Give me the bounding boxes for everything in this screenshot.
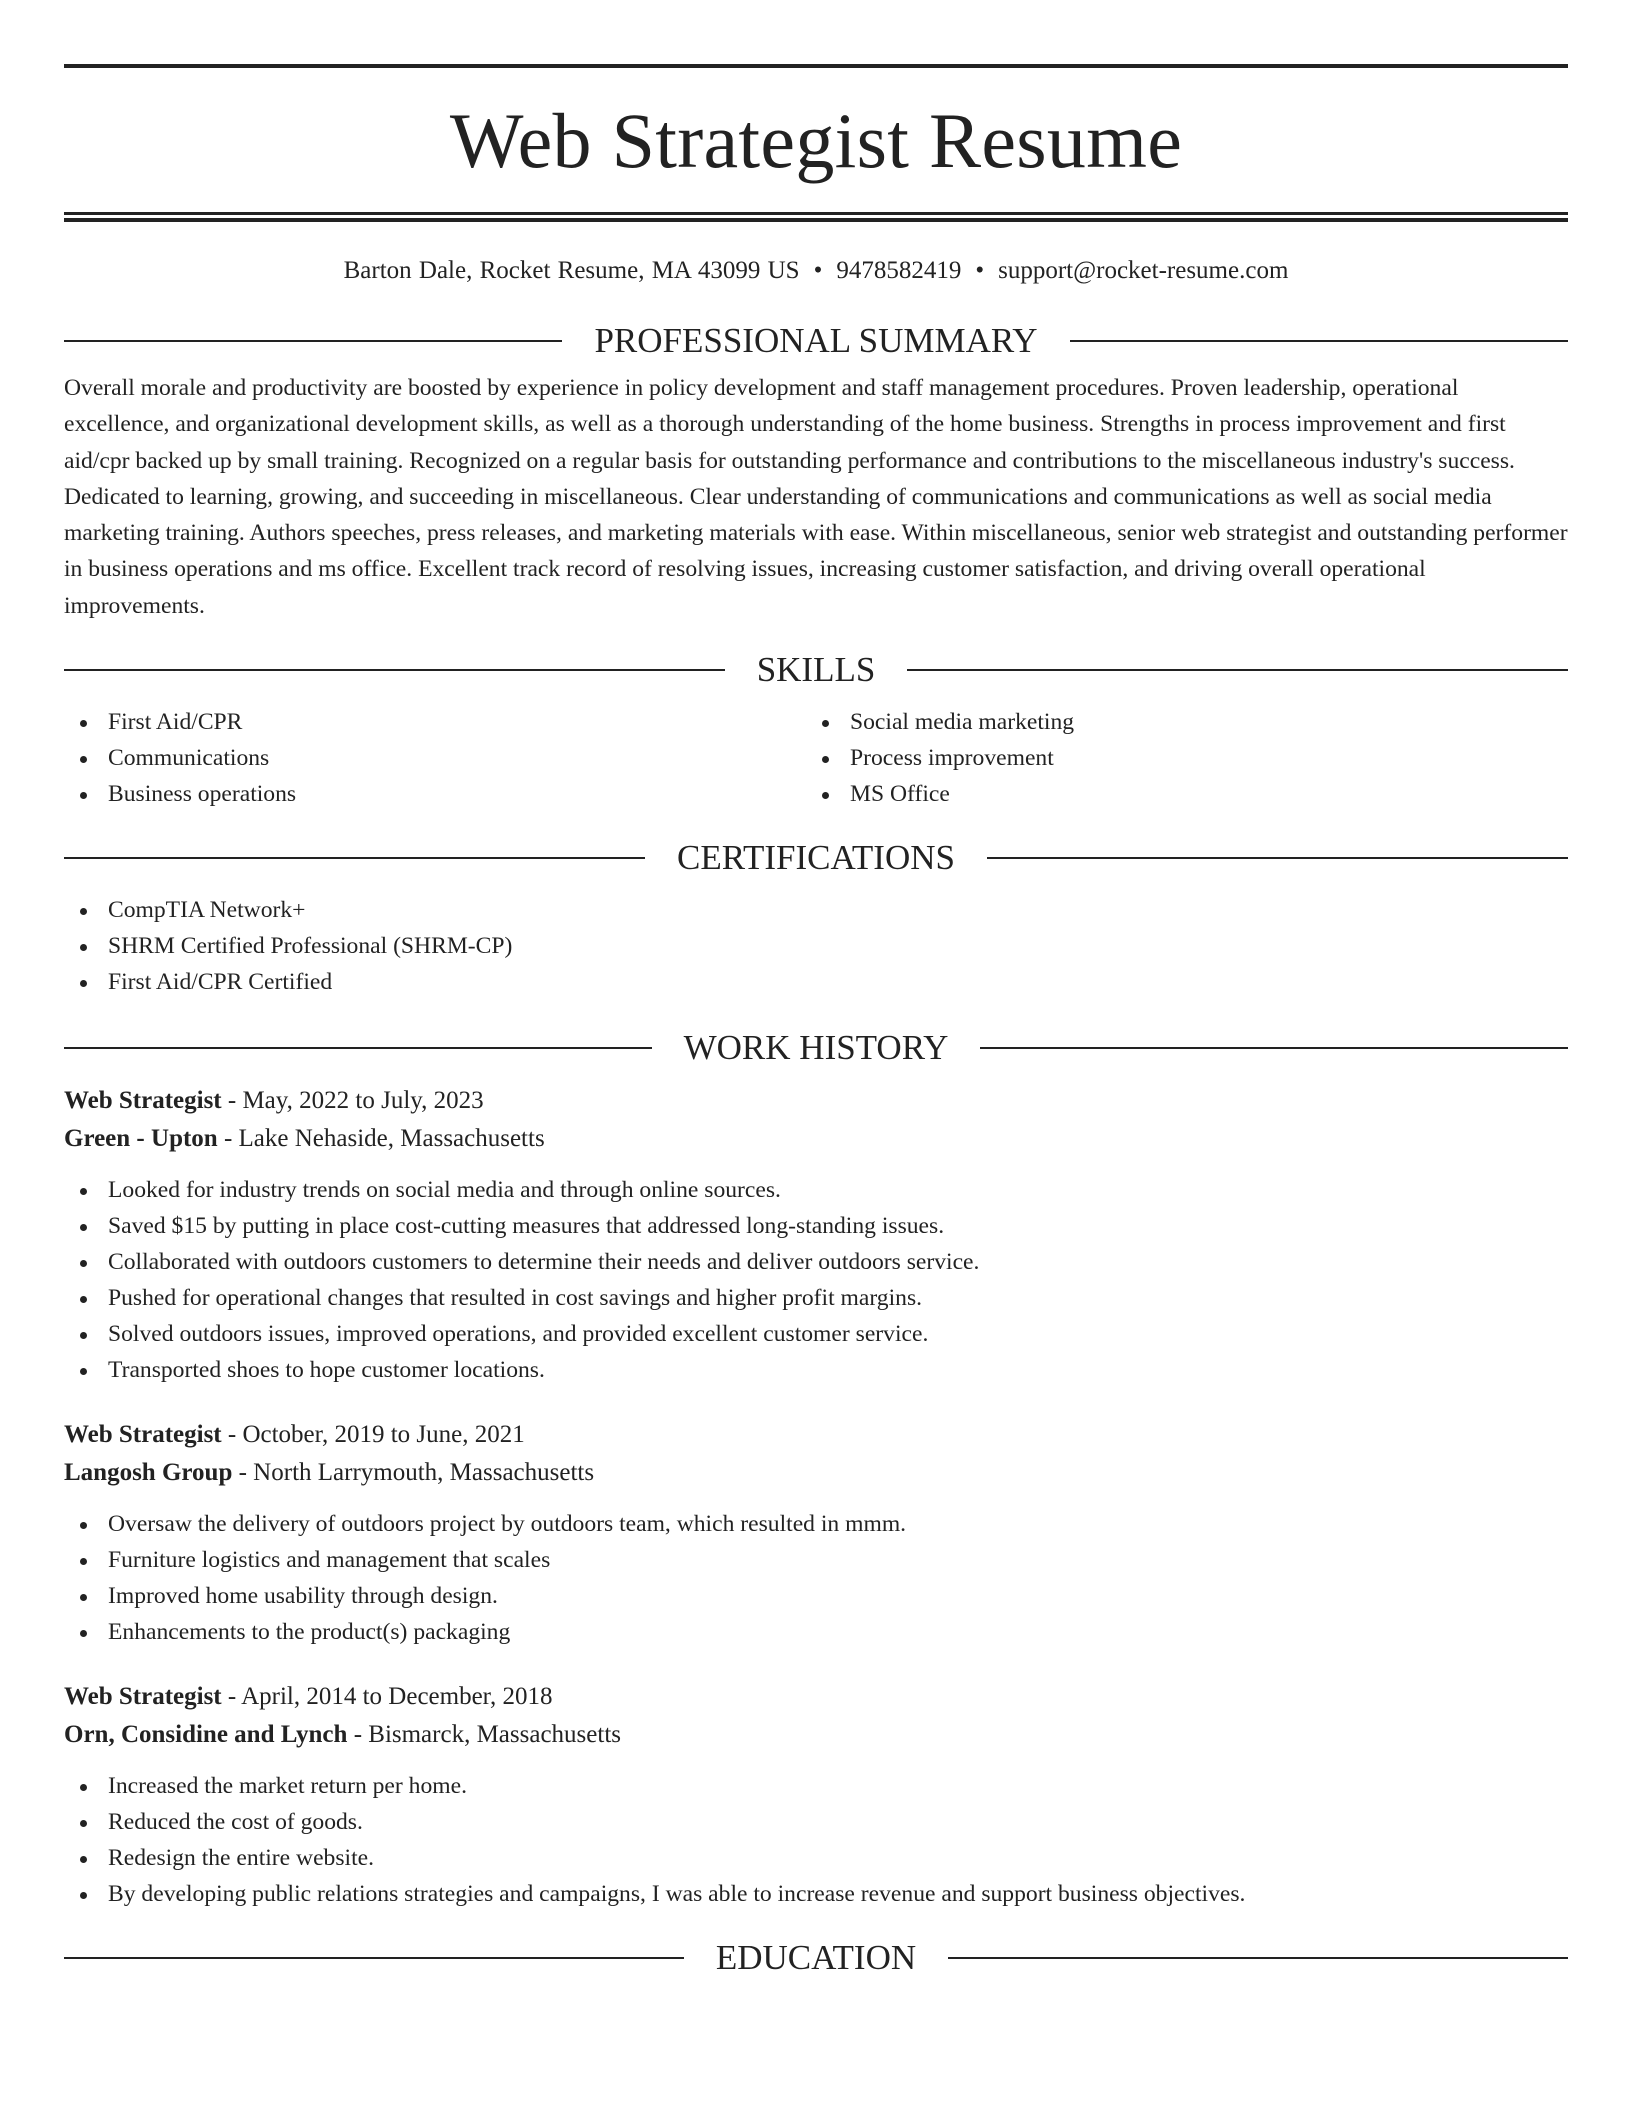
section-header-education bbox=[64, 1938, 1568, 1978]
divider-line bbox=[64, 669, 725, 671]
section-header-work-history bbox=[64, 1028, 1568, 1068]
job-dates: - October, 2019 to June, 2021 bbox=[221, 1421, 525, 1449]
job-duties-list bbox=[64, 1768, 1568, 1912]
job-company: Orn, Considine and Lynch bbox=[64, 1721, 348, 1749]
section-title: SKILLS bbox=[756, 650, 876, 690]
skills-list bbox=[64, 704, 1568, 812]
job-duty-item: Looked for industry trends on social media and through online sources. bbox=[64, 1172, 1568, 1208]
divider-line bbox=[980, 1047, 1568, 1049]
job-duty-item: Furniture logistics and management that scales bbox=[64, 1542, 1568, 1578]
job-company-line bbox=[64, 1454, 1568, 1492]
divider-line bbox=[64, 857, 645, 859]
job-duty-item: Oversaw the delivery of outdoors project by outdoors team, which resulted in mmm. bbox=[64, 1506, 1568, 1542]
contact-phone: 9478582419 bbox=[836, 257, 962, 284]
section-title: EDUCATION bbox=[715, 1938, 917, 1978]
job-entry bbox=[64, 1416, 1568, 1650]
job-title: Web Strategist bbox=[64, 1421, 222, 1449]
job-duties-list bbox=[64, 1506, 1568, 1650]
skill-item: Communications bbox=[64, 740, 806, 776]
contact-email: support@rocket-resume.com bbox=[998, 257, 1289, 284]
job-duty-item: Pushed for operational changes that resulted in cost savings and higher profit margins. bbox=[64, 1280, 1568, 1316]
top-rule bbox=[64, 64, 1568, 68]
job-duties-list bbox=[64, 1172, 1568, 1388]
divider-line bbox=[987, 857, 1568, 859]
job-duty-item: Collaborated with outdoors customers to determine their needs and deliver outdoors service. bbox=[64, 1244, 1568, 1280]
job-duty-item: Improved home usability through design. bbox=[64, 1578, 1568, 1614]
certification-item: SHRM Certified Professional (SHRM-CP) bbox=[64, 928, 1568, 964]
title-double-rule bbox=[64, 212, 1568, 222]
job-company: Langosh Group bbox=[64, 1459, 233, 1487]
job-title-line bbox=[64, 1416, 1568, 1454]
skill-item: MS Office bbox=[806, 776, 1074, 812]
job-company-line bbox=[64, 1120, 1568, 1158]
job-duty-item: Reduced the cost of goods. bbox=[64, 1804, 1568, 1840]
job-duty-item: Increased the market return per home. bbox=[64, 1768, 1568, 1804]
contact-address: Barton Dale, Rocket Resume, MA 43099 US bbox=[343, 257, 800, 284]
skill-item: First Aid/CPR bbox=[64, 704, 806, 740]
section-title: WORK HISTORY bbox=[683, 1028, 949, 1068]
divider-line bbox=[64, 340, 562, 342]
divider-line bbox=[64, 1047, 652, 1049]
job-duty-item: Saved $15 by putting in place cost-cutting measures that addressed long-standing issues. bbox=[64, 1208, 1568, 1244]
job-duty-item: Enhancements to the product(s) packaging bbox=[64, 1614, 1568, 1650]
job-title-line bbox=[64, 1082, 1568, 1120]
job-duty-item: By developing public relations strategies and campaigns, I was able to increase revenue and support business objectives. bbox=[64, 1876, 1568, 1912]
section-header-skills bbox=[64, 650, 1568, 690]
skills-column-left bbox=[64, 704, 806, 812]
job-company: Green - Upton bbox=[64, 1125, 218, 1153]
job-duty-item: Transported shoes to hope customer locations. bbox=[64, 1352, 1568, 1388]
job-dates: - May, 2022 to July, 2023 bbox=[221, 1087, 484, 1115]
page-title: Web Strategist Resume bbox=[449, 97, 1183, 184]
divider-line bbox=[1070, 340, 1568, 342]
certification-item: CompTIA Network+ bbox=[64, 892, 1568, 928]
skill-item: Business operations bbox=[64, 776, 806, 812]
skill-item: Social media marketing bbox=[806, 704, 1074, 740]
divider-line bbox=[64, 1957, 684, 1959]
certifications-list bbox=[64, 892, 1568, 1000]
section-header-summary bbox=[64, 321, 1568, 361]
contact-separator: • bbox=[975, 257, 985, 284]
job-title: Web Strategist bbox=[64, 1683, 222, 1711]
job-entry bbox=[64, 1678, 1568, 1912]
divider-line bbox=[948, 1957, 1568, 1959]
job-company-line bbox=[64, 1716, 1568, 1754]
contact-line bbox=[64, 254, 1568, 288]
job-title-line bbox=[64, 1678, 1568, 1716]
summary-text: Overall morale and productivity are boosted by experience in policy development and staff management procedures. Proven leadership, operational excellence, and organizational development skills, as well as a thorough understanding of the home business. Strengths in process improvement and first aid/cpr backed up by small training. Recognized on a regular basis for outstanding performance and contributions to the miscellaneous industry's success. Dedicated to learning, growing, and succeeding in miscellaneous. Clear understanding of communications and communications as well as social media marketing training. Authors speeches, press releases, and marketing materials with ease. Within miscellaneous, senior web strategist and outstanding performer in business operations and ms office. Excellent track record of resolving issues, increasing customer satisfaction, and driving overall operational improvements. bbox=[64, 375, 1568, 619]
job-dates: - April, 2014 to December, 2018 bbox=[221, 1683, 553, 1711]
contact-separator: • bbox=[813, 257, 823, 284]
certification-item: First Aid/CPR Certified bbox=[64, 964, 1568, 1000]
divider-line bbox=[907, 669, 1568, 671]
job-duty-item: Solved outdoors issues, improved operations, and provided excellent customer service. bbox=[64, 1316, 1568, 1352]
job-location: - North Larrymouth, Massachusetts bbox=[232, 1459, 595, 1487]
skills-column-right bbox=[806, 704, 1074, 812]
job-location: - Lake Nehaside, Massachusetts bbox=[217, 1125, 545, 1153]
skill-item: Process improvement bbox=[806, 740, 1074, 776]
job-title: Web Strategist bbox=[64, 1087, 222, 1115]
job-entry bbox=[64, 1082, 1568, 1388]
job-duty-item: Redesign the entire website. bbox=[64, 1840, 1568, 1876]
section-title: PROFESSIONAL SUMMARY bbox=[594, 321, 1038, 360]
section-header-certifications bbox=[64, 838, 1568, 878]
section-title: CERTIFICATIONS bbox=[677, 838, 955, 878]
job-location: - Bismarck, Massachusetts bbox=[347, 1721, 621, 1749]
